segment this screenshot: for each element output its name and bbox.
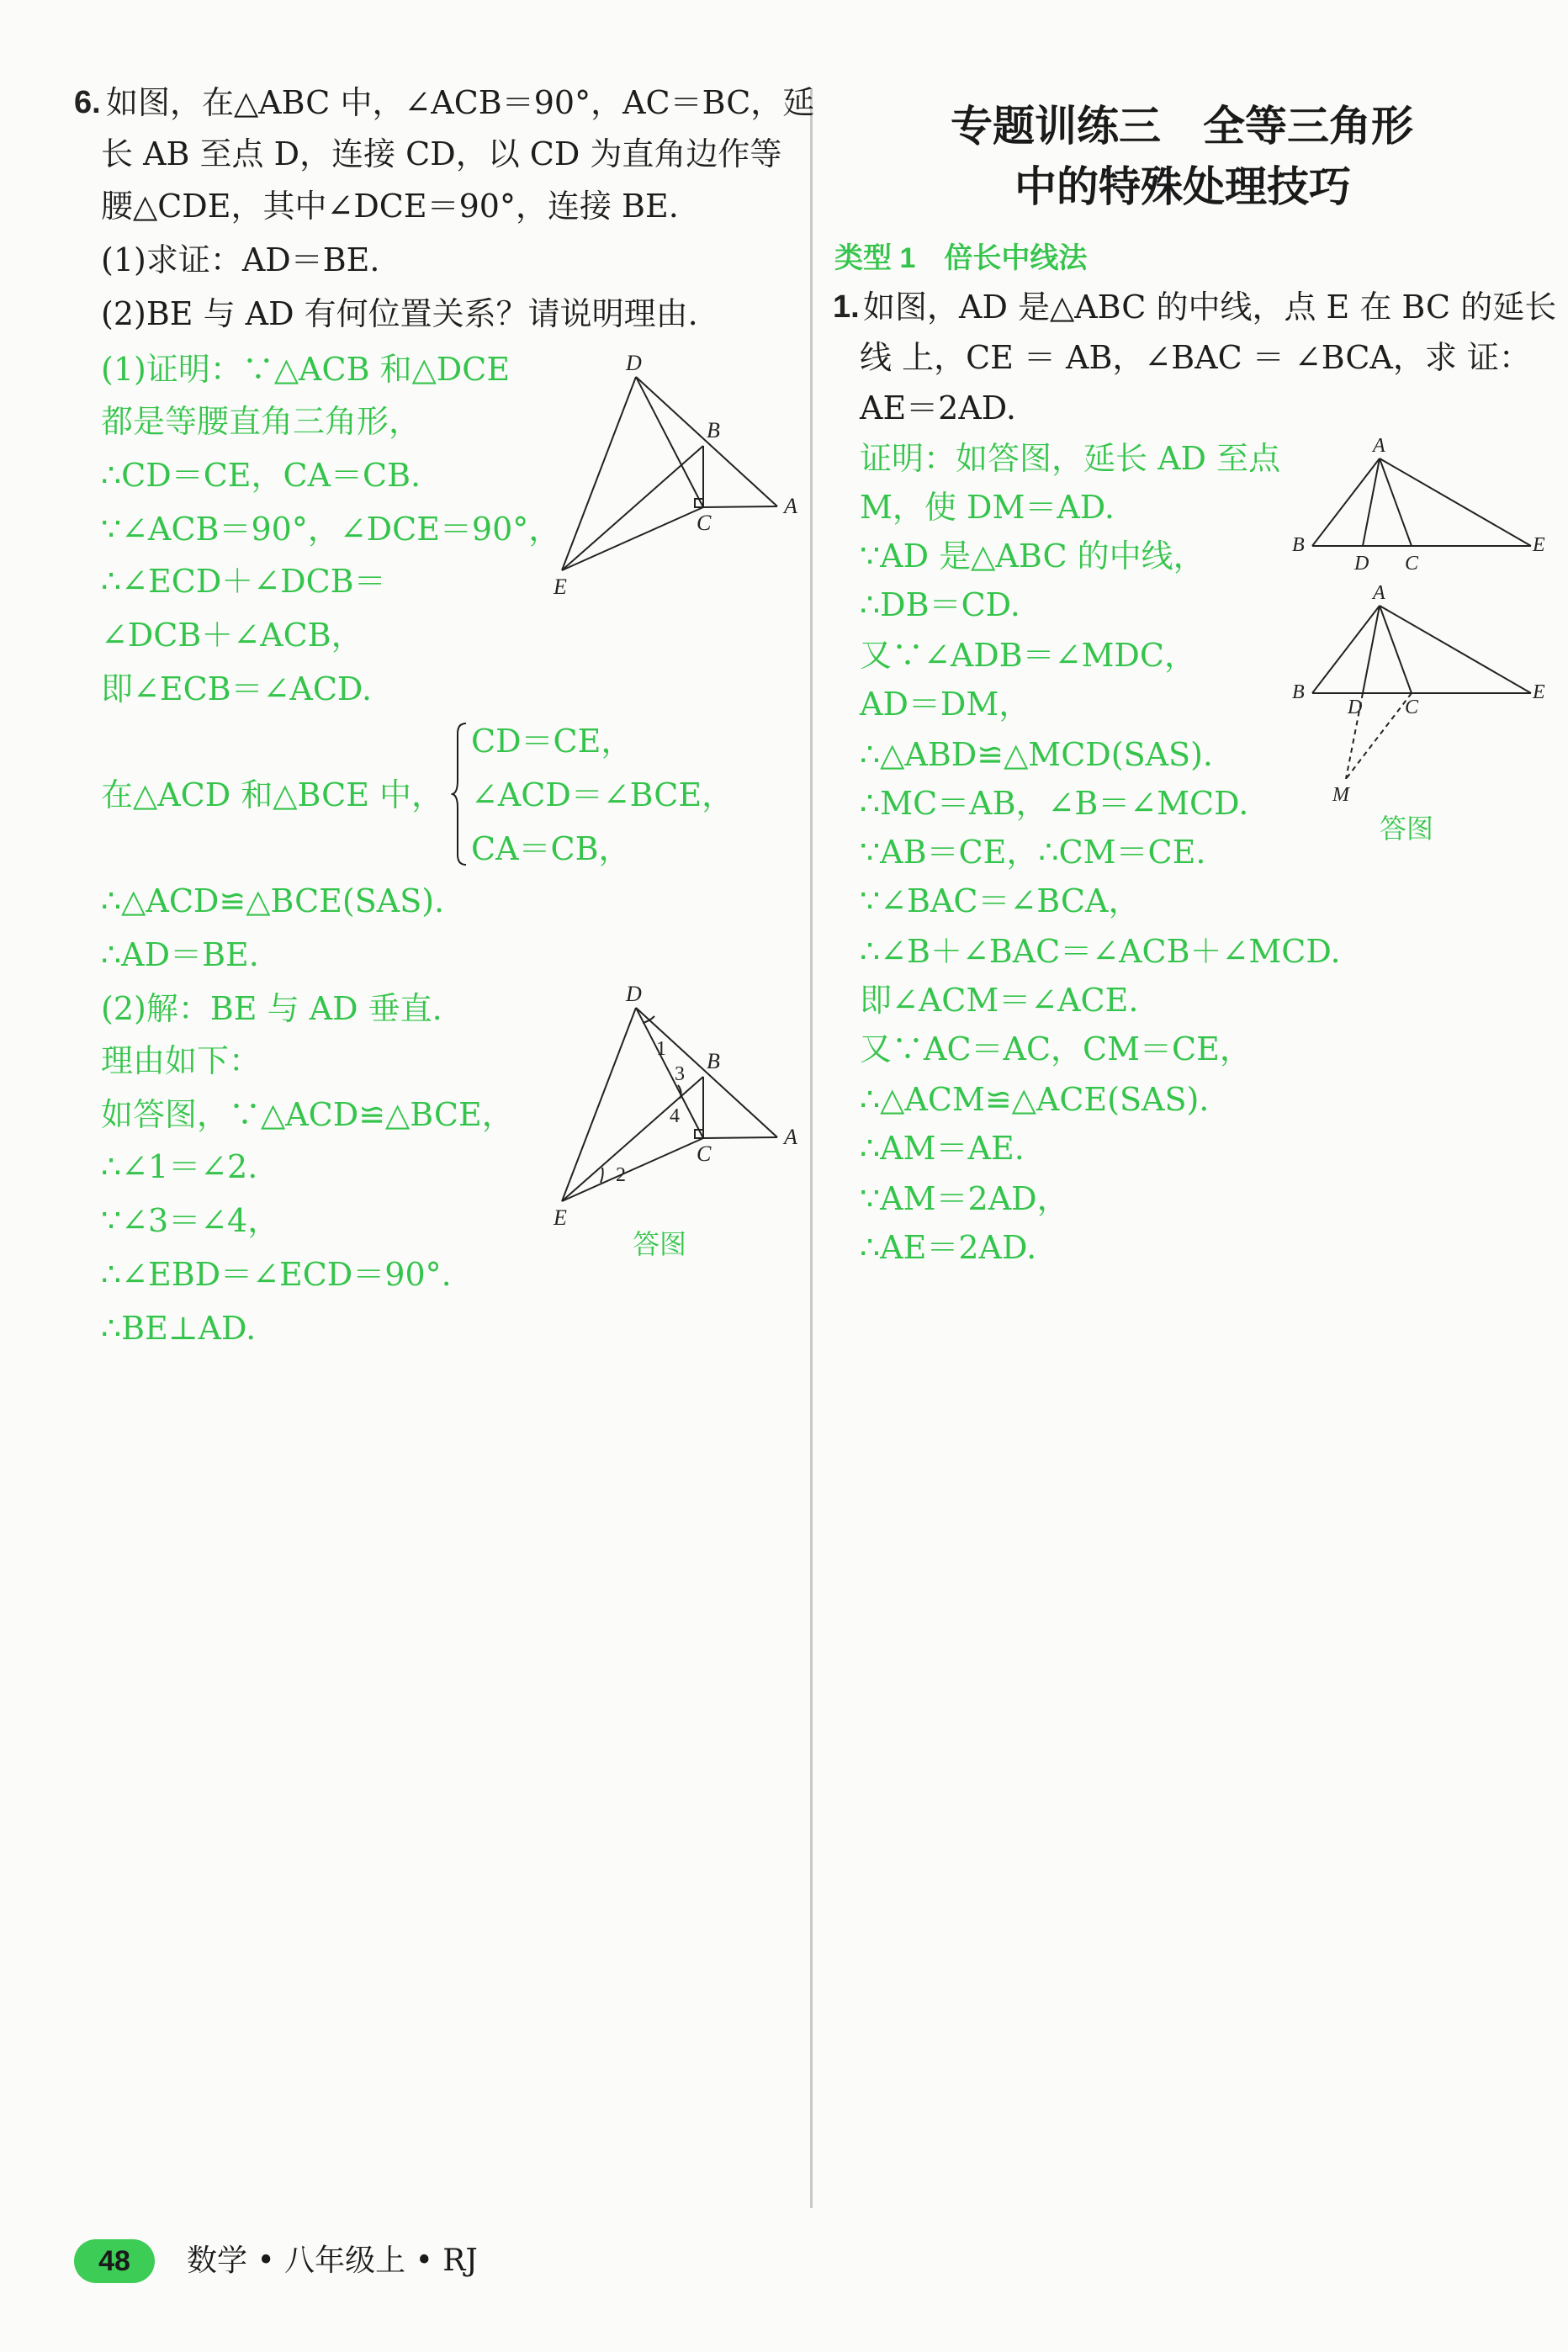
problem-6-part-1: (1)求证：AD＝BE. (101, 241, 380, 278)
angle-3-label: 3 (675, 1063, 685, 1085)
angle-1-label: 1 (656, 1038, 666, 1060)
label-A: A (1373, 582, 1385, 604)
system-prefix: 在△ACD 和△BCE 中， (101, 776, 444, 813)
solution-line: ∴△ACM≌△ACE(SAS). (860, 1081, 1210, 1118)
label-B: B (707, 418, 720, 442)
geometry-figure-2 (538, 976, 808, 1262)
label-A: A (784, 494, 797, 518)
label-D: D (626, 982, 642, 1006)
label-E: E (1533, 534, 1545, 556)
solution-line: 又∵∠ADB＝∠MDC， (860, 637, 1196, 674)
column-divider (810, 88, 813, 2208)
solution-line: 即∠ECB＝∠ACD. (101, 670, 373, 707)
label-C: C (1405, 553, 1419, 575)
label-E: E (554, 1205, 567, 1230)
label-M: M (1332, 784, 1349, 806)
label-E: E (554, 575, 567, 597)
label-C: C (697, 511, 712, 535)
label-E: E (1533, 681, 1545, 703)
solution-line: ∴△ABD≌△MCD(SAS). (860, 736, 1213, 773)
solution-line: ∵∠BAC＝∠BCA， (860, 882, 1141, 919)
problem-1-line-3: AE＝2AD. (860, 389, 1016, 426)
solution-line: ∴MC＝AB，∠B＝∠MCD. (860, 785, 1249, 822)
problem-1-number: 1. (833, 289, 860, 325)
label-D: D (626, 351, 642, 375)
section-title-line-1: 专题训练三 全等三角形 (951, 103, 1413, 150)
label-B: B (1292, 681, 1305, 703)
solution-line: 证明：如答图，延长 AD 至点 (860, 440, 1281, 477)
solution-line: ∴CD＝CE，CA＝CB. (101, 457, 421, 494)
geometry-figure-3 (1287, 433, 1548, 576)
solution-line: (1)证明：∵△ACB 和△DCE (101, 351, 511, 388)
problem-6-line-2: 长 AB 至点 D，连接 CD，以 CD 为直角边作等 (101, 135, 782, 172)
label-A: A (1373, 435, 1385, 457)
angle-4-label: 4 (670, 1105, 680, 1127)
label-D: D (1348, 697, 1363, 718)
solution-line: ∴AD＝BE. (101, 936, 259, 973)
geometry-figure-4 (1287, 580, 1548, 858)
solution-line: ∵AM＝2AD， (860, 1180, 1069, 1217)
system-line: CD＝CE， (471, 723, 633, 760)
type-heading: 类型 1 倍长中线法 (834, 242, 1088, 274)
solution-line: ∴AM＝AE. (860, 1130, 1025, 1167)
solution-line: ∴∠1＝∠2. (101, 1148, 258, 1185)
figure-caption: 答图 (633, 1229, 687, 1259)
geometry-figure-1 (538, 345, 808, 597)
book-info: 数学 • 八年级上 • RJ (187, 2243, 478, 2278)
problem-1-line-1: 如图，AD 是△ABC 的中线，点 E 在 BC 的延长 (863, 289, 1557, 326)
problem-6-part-2: (2)BE 与 AD 有何位置关系？请说明理由. (101, 295, 698, 332)
solution-line: 又∵AC＝AC，CM＝CE， (860, 1030, 1252, 1067)
solution-line: 都是等腰直角三角形， (101, 403, 421, 440)
left-brace-icon (451, 722, 469, 866)
solution-line: 即∠ACM＝∠ACE. (860, 982, 1139, 1019)
solution-line: AD＝DM， (860, 686, 1031, 723)
problem-6-line-3: 腰△CDE，其中∠DCE＝90°，连接 BE. (101, 188, 679, 225)
solution-line: 如答图，∵△ACD≌△BCE， (101, 1096, 514, 1133)
solution-line: ∵∠ACB＝90°，∠DCE＝90°， (101, 511, 561, 548)
solution-line: ∴DB＝CD. (860, 586, 1020, 623)
label-D: D (1354, 553, 1369, 575)
solution-line: (2)解：BE 与 AD 垂直. (101, 990, 442, 1027)
page-number: 48 (98, 2245, 130, 2277)
solution-line: ∴∠B＋∠BAC＝∠ACB＋∠MCD. (860, 933, 1341, 970)
label-A: A (784, 1125, 797, 1149)
solution-line: ∴∠ECD＋∠DCB＝ (101, 563, 386, 600)
system-line: CA＝CB， (471, 830, 631, 867)
system-line: ∠ACD＝∠BCE， (471, 776, 734, 813)
figure-caption: 答图 (1380, 813, 1434, 844)
solution-line: ∠DCB＋∠ACB， (101, 617, 363, 654)
solution-line: ∴△ACD≌△BCE(SAS). (101, 882, 445, 919)
problem-1-line-2: 线 上，CE ＝ AB，∠BAC ＝ ∠BCA，求 证： (860, 339, 1531, 376)
solution-line: ∵AD 是△ABC 的中线， (860, 538, 1205, 575)
label-C: C (697, 1142, 712, 1166)
angle-2-label: 2 (616, 1164, 626, 1186)
solution-line: ∴∠EBD＝∠ECD＝90°. (101, 1256, 452, 1293)
section-title-line-2: 中的特殊处理技巧 (1014, 163, 1351, 210)
label-B: B (707, 1049, 720, 1073)
solution-line: ∴AE＝2AD. (860, 1229, 1037, 1266)
problem-6-number: 6. (74, 85, 101, 120)
solution-line: ∵AB＝CE，∴CM＝CE. (860, 834, 1206, 871)
solution-line: ∴BE⊥AD. (101, 1310, 257, 1347)
label-B: B (1292, 534, 1305, 556)
label-C: C (1405, 697, 1419, 718)
solution-line: M，使 DM＝AD. (860, 489, 1115, 526)
problem-6-line-1: 如图，在△ABC 中，∠ACB＝90°，AC＝BC，延 (106, 84, 815, 121)
solution-line: 理由如下： (101, 1042, 262, 1079)
solution-line: ∵∠3＝∠4， (101, 1202, 280, 1239)
